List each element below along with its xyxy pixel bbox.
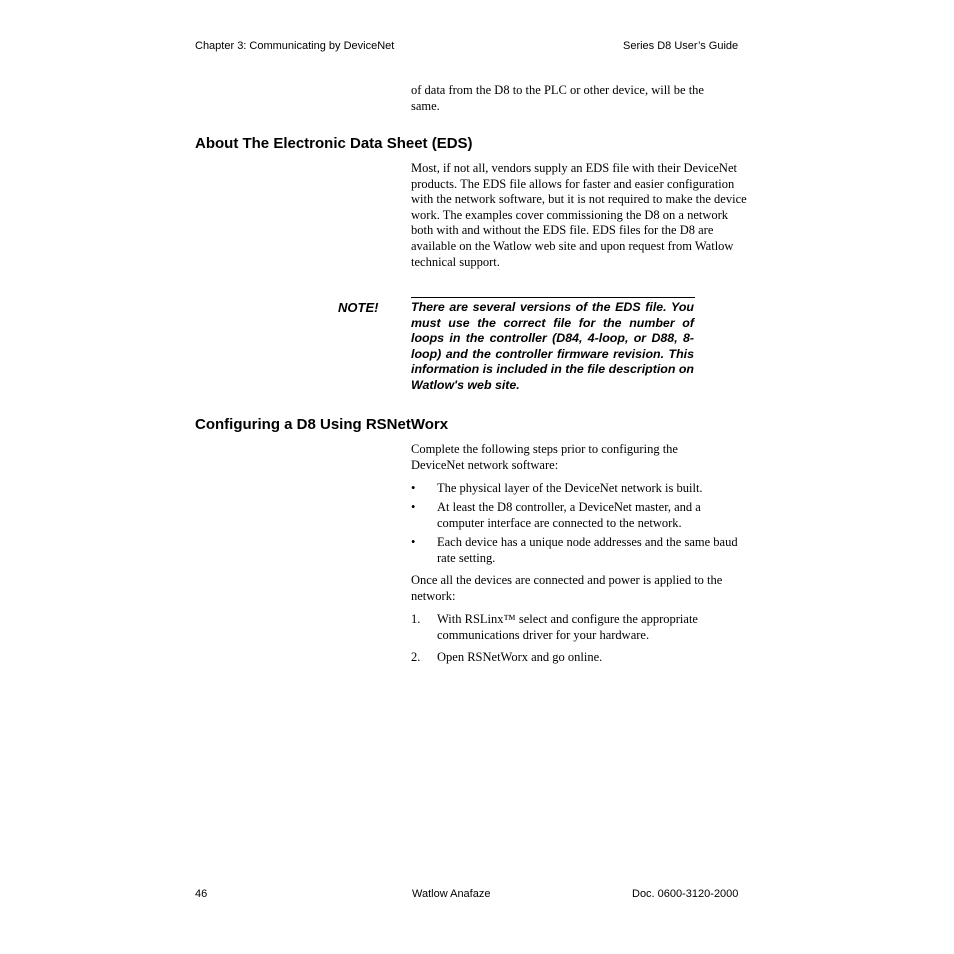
footer-doc-number: Doc. 0600-3120-2000	[632, 888, 739, 900]
list-item	[411, 500, 746, 531]
bullet-text: At least the D8 controller, a DeviceNet master, and a computer interface are connected to the network.	[437, 500, 701, 530]
note-text: There are several versions of the EDS file. You must use the correct file for the number of loops in the controller (D84, 4-loop, or D88, 8-loop) and the controller firmware revision. This information is included in the file description on Watlow's web site.	[411, 300, 694, 392]
list-item	[411, 650, 746, 666]
intro-paragraph: Complete the following steps prior to configuring the DeviceNet network software:	[411, 442, 678, 472]
bullet-text: Each device has a unique node addresses and the same baud rate setting.	[437, 535, 738, 565]
bullet-text: The physical layer of the DeviceNet network is built.	[437, 481, 703, 495]
step-text: With RSLinx™ select and configure the appropriate communications driver for your hardware.	[437, 612, 698, 642]
after-paragraph: Once all the devices are connected and power is applied to the network:	[411, 573, 723, 603]
section-heading-rsnetworx: Configuring a D8 Using RSNetWorx	[195, 416, 449, 433]
step-number: 2.	[411, 650, 421, 664]
eds-paragraph: Most, if not all, vendors supply an EDS file with their DeviceNet products. The EDS file allows for faster and easier configuration with the network software, but it is not required to make the device work. The examples cover commissioning the D8 on a network both with and without the EDS file. EDS files for the D8 are available on the Watlow web site and upon request from Watlow technical support.	[411, 161, 747, 269]
list-item	[411, 481, 746, 497]
continuation-paragraph: of data from the D8 to the PLC or other device, will be the same.	[411, 83, 704, 113]
step-text: Open RSNetWorx and go online.	[437, 650, 603, 664]
step-number: 1.	[411, 612, 421, 626]
header-guide-title: Series D8 User’s Guide	[623, 40, 739, 52]
bullet-marker: •	[411, 535, 416, 549]
note-divider	[411, 297, 695, 298]
section-heading-eds: About The Electronic Data Sheet (EDS)	[195, 135, 473, 152]
note-label: NOTE!	[338, 300, 379, 315]
header-chapter: Chapter 3: Communicating by DeviceNet	[195, 40, 395, 52]
bullet-marker: •	[411, 481, 416, 495]
bullet-marker: •	[411, 500, 416, 514]
footer-company: Watlow Anafaze	[412, 888, 491, 900]
list-item	[411, 535, 746, 566]
list-item	[411, 612, 746, 643]
page-number: 46	[195, 888, 208, 900]
